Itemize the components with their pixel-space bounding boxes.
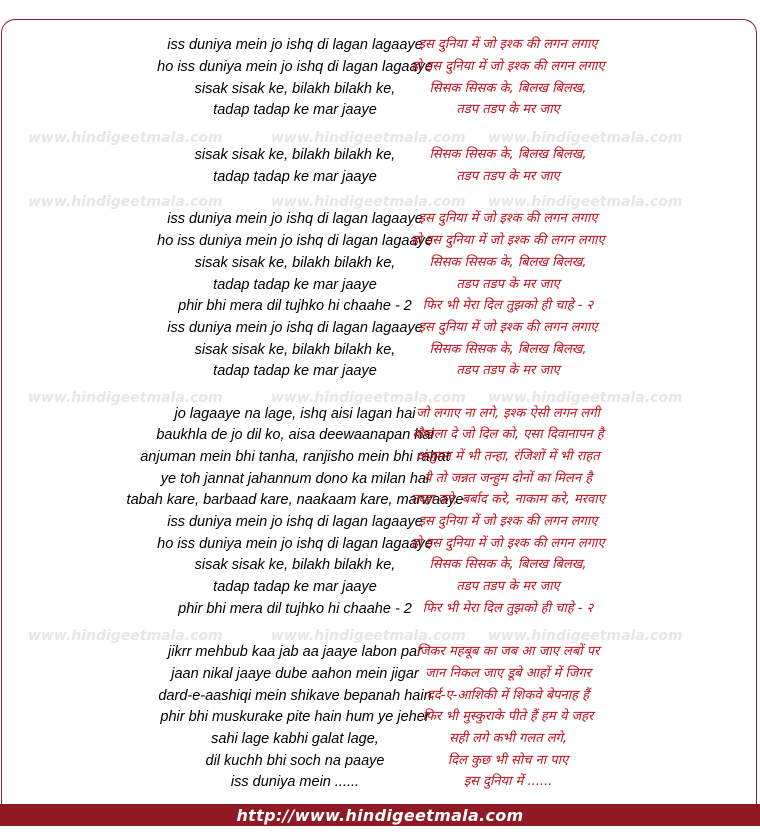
lyric-line-english: ye toh jannat jahannum dono ka milan hai xyxy=(160,471,430,487)
lyric-line-english: jaan nikal jaaye dube aahon mein jigar xyxy=(171,666,419,682)
lyric-line-hindi: हो इस दुनिया में जो इश्क की लगन लगाए xyxy=(411,536,605,551)
lyric-line-hindi: अंजुमन में भी तन्हा, रंजिशों में भी राहत xyxy=(416,449,600,464)
lyric-line-english: sisak sisak ke, bilakh bilakh ke, xyxy=(194,255,396,271)
watermark-text: www.hindigeetmala.com xyxy=(488,628,683,644)
lyric-line-english: sisak sisak ke, bilakh bilakh ke, xyxy=(194,557,396,573)
lyric-line-english: phir bhi muskurake pite hain hum ye jeher xyxy=(160,709,430,725)
lyric-line-hindi: बौखला दे जो दिल को, एसा दिवानापन है xyxy=(412,427,604,442)
lyric-line-english: iss duniya mein jo ishq di lagan lagaaye xyxy=(167,37,423,53)
watermark-text: www.hindigeetmala.com xyxy=(271,390,466,406)
lyric-line-hindi: तडप तडप के मर जाए xyxy=(456,363,560,378)
lyric-line-hindi: जो लगाए ना लगे, इश्क ऐसी लगन लगी xyxy=(416,406,600,421)
footer-url-link[interactable]: http://www.hindigeetmala.com xyxy=(236,805,524,825)
lyric-line-english: iss duniya mein jo ishq di lagan lagaaye xyxy=(167,514,423,530)
watermark-text: www.hindigeetmala.com xyxy=(28,194,223,210)
lyric-line-english: tadap tadap ke mar jaaye xyxy=(213,169,377,185)
lyric-line-hindi: इस दुनिया में जो इश्क की लगन लगाए xyxy=(418,320,598,335)
lyric-line-english: dil kuchh bhi soch na paaye xyxy=(205,753,385,769)
lyric-line-english: tabah kare, barbaad kare, naakaam kare, marwaaye xyxy=(126,492,464,508)
lyric-line-english: phir bhi mera dil tujhko hi chaahe - 2 xyxy=(178,601,412,617)
lyric-line-english: tadap tadap ke mar jaaye xyxy=(213,363,377,379)
lyric-line-english: dard-e-aashiqi mein shikave bepanah hain xyxy=(158,688,432,704)
lyric-line-english: baukhla de jo dil ko, aisa deewaanapan hai xyxy=(156,427,434,443)
lyric-line-hindi: दिल कुछ भी सोच ना पाए xyxy=(447,753,569,768)
watermark-text: www.hindigeetmala.com xyxy=(271,194,466,210)
lyric-line-english: sisak sisak ke, bilakh bilakh ke, xyxy=(194,81,396,97)
lyric-line-hindi: इस दुनिया में जो इश्क की लगन लगाए xyxy=(418,211,598,226)
lyric-line-english: jikrr mehbub kaa jab aa jaaye labon par xyxy=(168,644,422,660)
lyric-line-hindi: तब्हा करे, बर्बाद करे, नाकाम करे, मरवाए xyxy=(411,492,605,507)
lyric-line-hindi: हो इस दुनिया में जो इश्क की लगन लगाए xyxy=(411,59,605,74)
lyric-line-english: iss duniya mein jo ishq di lagan lagaaye xyxy=(167,211,423,227)
lyric-line-hindi: ये तो जन्नत जन्हुम दोनों का मिलन है xyxy=(423,471,593,486)
lyric-line-english: ho iss duniya mein jo ishq di lagan lagaaye xyxy=(157,536,433,552)
watermark-text: www.hindigeetmala.com xyxy=(28,628,223,644)
lyric-line-english: anjuman mein bhi tanha, ranjisho mein bhi rahat xyxy=(140,449,450,465)
lyric-line-english: tadap tadap ke mar jaaye xyxy=(213,579,377,595)
watermark-text: www.hindigeetmala.com xyxy=(271,628,466,644)
lyric-line-english: iss duniya mein jo ishq di lagan lagaaye xyxy=(167,320,423,336)
watermark-text: www.hindigeetmala.com xyxy=(271,130,466,146)
lyric-line-hindi: जान निकल जाए डूबे आहों में जिगर xyxy=(425,666,591,681)
watermark-text: www.hindigeetmala.com xyxy=(28,130,223,146)
lyric-line-english: ho iss duniya mein jo ishq di lagan lagaaye xyxy=(157,233,433,249)
lyric-line-hindi: तडप तडप के मर जाए xyxy=(456,277,560,292)
watermark-text: www.hindigeetmala.com xyxy=(488,130,683,146)
lyric-line-hindi: सिसक सिसक के, बिलख बिलख, xyxy=(429,255,587,270)
lyric-line-hindi: इस दुनिया में जो इश्क की लगन लगाए xyxy=(418,514,598,529)
lyric-line-hindi: फिर भी मेरा दिल तुझको ही चाहे - २ xyxy=(422,601,594,616)
lyric-line-hindi: तडप तडप के मर जाए xyxy=(456,102,560,117)
lyric-line-english: sahi lage kabhi galat lage, xyxy=(211,731,379,747)
lyric-line-english: sisak sisak ke, bilakh bilakh ke, xyxy=(194,342,396,358)
lyric-line-english: phir bhi mera dil tujhko hi chaahe - 2 xyxy=(178,298,412,314)
lyric-line-hindi: सही लगे कभी गलत लगे, xyxy=(448,731,568,746)
lyric-line-english: ho iss duniya mein jo ishq di lagan lagaaye xyxy=(157,59,433,75)
lyric-line-english: iss duniya mein ...... xyxy=(230,774,360,790)
lyric-line-hindi: तडप तडप के मर जाए xyxy=(456,579,560,594)
lyric-line-hindi: सिसक सिसक के, बिलख बिलख, xyxy=(429,342,587,357)
footer-bar xyxy=(0,804,760,826)
lyric-line-hindi: सिसक सिसक के, बिलख बिलख, xyxy=(429,81,587,96)
lyric-line-hindi: सिसक सिसक के, बिलख बिलख, xyxy=(429,557,587,572)
lyric-line-hindi: हो इस दुनिया में जो इश्क की लगन लगाए xyxy=(411,233,605,248)
lyric-line-english: sisak sisak ke, bilakh bilakh ke, xyxy=(194,147,396,163)
lyric-line-hindi: फिर भी मेरा दिल तुझको ही चाहे - २ xyxy=(422,298,594,313)
lyric-line-english: jo lagaaye na lage, ishq aisi lagan hai xyxy=(174,406,416,422)
lyric-line-hindi: सिसक सिसक के, बिलख बिलख, xyxy=(429,147,587,162)
lyric-line-hindi: फिर भी मुस्कुराके पीते हैं हम ये जहर xyxy=(422,709,594,724)
watermark-text: www.hindigeetmala.com xyxy=(28,390,223,406)
lyric-line-hindi: तडप तडप के मर जाए xyxy=(456,169,560,184)
lyric-line-hindi: जिकर महबूब का जब आ जाए लबों पर xyxy=(416,644,600,659)
watermark-text: www.hindigeetmala.com xyxy=(488,390,683,406)
lyric-line-english: tadap tadap ke mar jaaye xyxy=(213,102,377,118)
lyric-line-hindi: इस दुनिया में ...... xyxy=(463,774,553,789)
watermark-text: www.hindigeetmala.com xyxy=(488,194,683,210)
lyric-line-hindi: इस दुनिया में जो इश्क की लगन लगाए xyxy=(418,37,598,52)
lyric-line-english: tadap tadap ke mar jaaye xyxy=(213,277,377,293)
lyric-line-hindi: दर्द-ए-आशिकी में शिकवे बेपनाह हैं xyxy=(426,688,590,703)
